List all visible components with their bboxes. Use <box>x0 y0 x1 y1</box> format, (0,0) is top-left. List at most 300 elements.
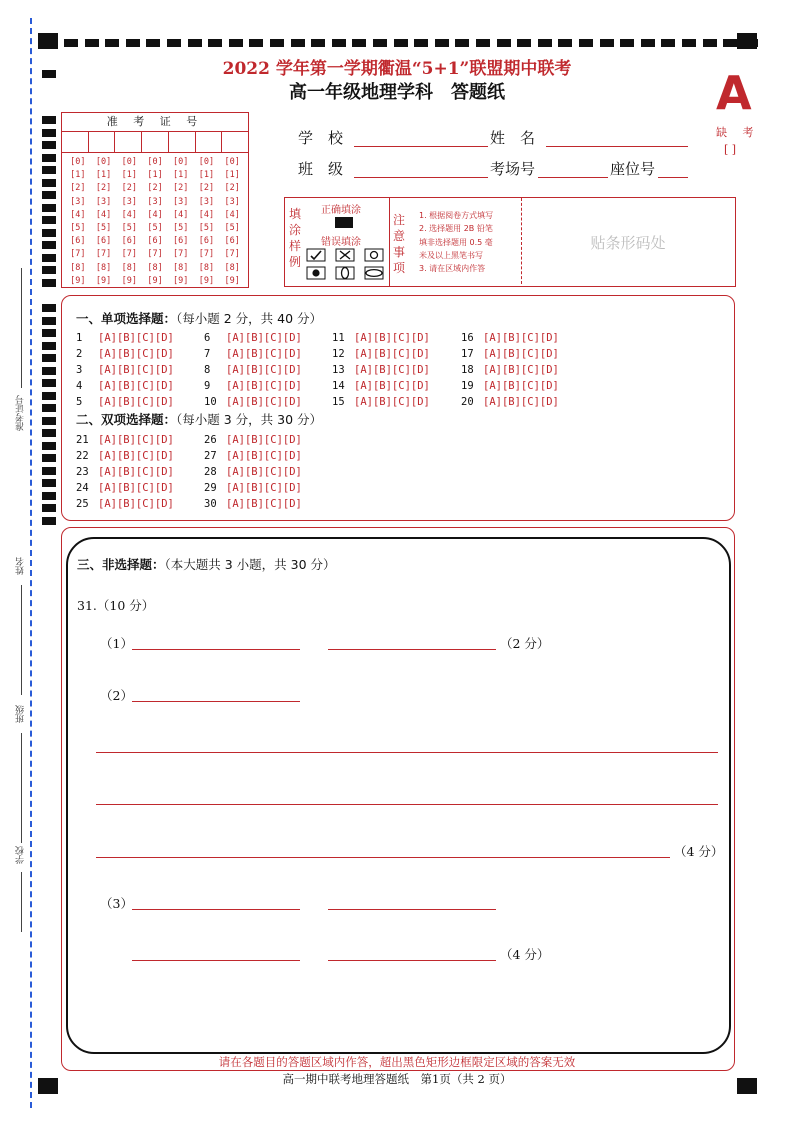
fill-example-label: 填涂样例 <box>289 207 302 269</box>
answer-options[interactable]: [A][B][C][D] <box>226 482 302 494</box>
id-digit-bubble[interactable]: [5] <box>95 223 112 234</box>
id-digit-bubble[interactable]: [3] <box>198 196 215 207</box>
question-number: 3 <box>76 364 83 376</box>
class-label: 班 级 <box>298 160 344 178</box>
timing-mark <box>42 367 56 375</box>
question-row[interactable] <box>332 332 430 344</box>
timing-mark <box>85 39 99 47</box>
question-row[interactable] <box>76 332 174 344</box>
question-number: 19 <box>461 380 474 392</box>
answer-options[interactable]: [A][B][C][D] <box>98 364 174 376</box>
answer-options[interactable]: [A][B][C][D] <box>226 498 302 510</box>
id-digit-bubble[interactable]: [4] <box>70 209 86 220</box>
id-digit-bubble[interactable]: [4] <box>173 209 189 220</box>
page-footer: 高一期中联考地理答题纸 第1页（共 2 页） <box>282 1072 512 1086</box>
room-label: 考场号 <box>490 160 536 178</box>
id-digit-bubble[interactable]: [9] <box>121 275 137 286</box>
timing-mark <box>42 379 56 387</box>
id-digit-bubble[interactable]: [0] <box>198 157 215 167</box>
answer-options[interactable]: [A][B][C][D] <box>354 332 430 344</box>
question-number: 11 <box>332 332 345 344</box>
section3-desc: （本大题共 3 小题，共 30 分） <box>164 557 336 572</box>
q31-p1-line2[interactable] <box>328 649 496 650</box>
question-row[interactable] <box>204 380 302 392</box>
section2-title: 二、双项选择题： <box>76 412 177 427</box>
id-digit-bubble[interactable]: [8] <box>70 262 86 273</box>
timing-mark <box>42 429 56 437</box>
answer-options[interactable]: [A][B][C][D] <box>98 482 174 494</box>
side-label-name: 姓名 <box>16 557 26 575</box>
question-number: 24 <box>76 482 89 494</box>
timing-mark <box>42 329 56 337</box>
side-line-id <box>21 268 22 388</box>
id-digit-bubble[interactable]: [1] <box>224 170 240 181</box>
question-number: 17 <box>461 348 474 360</box>
id-digit-bubble[interactable]: [3] <box>147 196 163 207</box>
id-digit-bubble[interactable]: [9] <box>70 275 86 286</box>
id-digit-bubble[interactable]: [8] <box>121 262 137 273</box>
question-number: 16 <box>461 332 474 344</box>
q31-p3-line3[interactable] <box>132 960 300 961</box>
timing-mark <box>373 39 387 47</box>
id-digit-bubble[interactable]: [2] <box>95 183 112 194</box>
side-label-school: 学校 <box>16 846 26 864</box>
id-digit-bubble[interactable]: [1] <box>121 170 137 181</box>
answer-options[interactable]: [A][B][C][D] <box>98 450 174 462</box>
q31-p2-line4[interactable] <box>96 857 670 858</box>
timing-mark <box>291 39 305 47</box>
id-digit-bubble[interactable]: [9] <box>198 275 215 286</box>
id-digit-bubble[interactable]: [7] <box>224 249 240 260</box>
id-digit-bubble[interactable]: [8] <box>224 262 240 273</box>
exam-id-digit-column[interactable] <box>219 156 245 288</box>
notes-list <box>419 209 493 275</box>
question-row[interactable] <box>76 380 174 392</box>
note-line: 3. 请在区域内作答 <box>419 264 486 274</box>
question-row[interactable] <box>204 498 302 510</box>
question-row[interactable] <box>204 364 302 376</box>
id-digit-bubble[interactable]: [2] <box>198 183 215 194</box>
top-timing-bar <box>38 36 758 50</box>
q31-p3-line2[interactable] <box>328 909 496 910</box>
timing-mark <box>42 467 56 475</box>
id-digit-bubble[interactable]: [3] <box>95 196 112 207</box>
question-number: 29 <box>204 482 217 494</box>
fill-example-box <box>284 197 736 287</box>
note-line: 填非选择题用 0.5 毫 <box>419 237 493 247</box>
answer-options[interactable]: [A][B][C][D] <box>226 364 302 376</box>
paper-type-letter: A <box>716 66 752 120</box>
timing-mark <box>723 39 737 47</box>
answer-options[interactable]: [A][B][C][D] <box>226 348 302 360</box>
section1-heading <box>76 309 322 327</box>
timing-mark <box>208 39 222 47</box>
timing-mark <box>332 39 346 47</box>
absent-checkbox[interactable]: [ ] <box>724 143 737 156</box>
id-digit-bubble[interactable]: [6] <box>198 236 215 247</box>
question-row[interactable] <box>461 380 559 392</box>
seat-field[interactable] <box>658 177 688 178</box>
timing-mark <box>188 39 202 47</box>
q31-part3-score: （4 分） <box>500 947 550 962</box>
exam-id-digit-column[interactable] <box>168 156 194 288</box>
answer-options[interactable]: [A][B][C][D] <box>483 380 559 392</box>
exam-id-digit-column[interactable] <box>194 156 220 288</box>
id-digit-bubble[interactable]: [6] <box>173 236 189 247</box>
id-digit-bubble[interactable]: [0] <box>121 157 137 167</box>
question-row[interactable] <box>461 348 559 360</box>
id-digit-bubble[interactable]: [7] <box>121 249 137 260</box>
id-digit-bubble[interactable]: [2] <box>224 183 240 194</box>
divider <box>389 198 390 286</box>
timing-mark <box>42 204 56 212</box>
id-digit-bubble[interactable]: [9] <box>173 275 189 286</box>
timing-mark <box>105 39 119 47</box>
timing-mark <box>229 39 243 47</box>
question-number: 9 <box>204 380 211 392</box>
question-number: 22 <box>76 450 89 462</box>
question-number: 15 <box>332 396 345 408</box>
timing-mark <box>42 166 56 174</box>
sheet-title: 高一年级地理学科 答题纸 <box>289 82 505 103</box>
q31-p2-line3[interactable] <box>96 804 718 805</box>
question-row[interactable] <box>332 396 430 408</box>
school-field[interactable] <box>354 146 488 147</box>
question-row[interactable] <box>204 482 302 494</box>
notes-label: 注意事项 <box>393 213 406 275</box>
timing-mark <box>42 492 56 500</box>
question-number: 21 <box>76 434 89 446</box>
id-digit-bubble[interactable]: [5] <box>224 223 240 234</box>
id-digit-bubble[interactable]: [6] <box>224 236 240 247</box>
id-digit-bubble[interactable]: [7] <box>173 249 189 260</box>
id-digit-bubble[interactable]: [9] <box>95 275 112 286</box>
note-line: 1. 根据阅卷方式填写 <box>419 211 494 220</box>
id-digit-bubble[interactable]: [8] <box>95 262 112 273</box>
id-digit-bubble[interactable]: [4] <box>198 209 215 220</box>
timing-mark <box>42 179 56 187</box>
timing-mark <box>579 39 593 47</box>
question-row[interactable] <box>332 364 430 376</box>
room-field[interactable] <box>538 177 608 178</box>
id-digit-bubble[interactable]: [2] <box>70 183 86 194</box>
question-number: 10 <box>204 396 217 408</box>
timing-mark <box>42 216 56 224</box>
question-row[interactable] <box>204 450 302 462</box>
question-number: 20 <box>461 396 474 408</box>
answer-options[interactable]: [A][B][C][D] <box>98 434 174 446</box>
answer-options[interactable]: [A][B][C][D] <box>98 332 174 344</box>
corner-mark-tr <box>737 33 757 49</box>
id-digit-bubble[interactable]: [6] <box>95 236 112 247</box>
section2-desc: （每小题 3 分，共 30 分） <box>176 412 323 427</box>
section1-desc: （每小题 2 分，共 40 分） <box>176 311 323 326</box>
question-number: 18 <box>461 364 474 376</box>
question-row[interactable] <box>76 466 174 478</box>
question-row[interactable] <box>204 332 302 344</box>
answer-options[interactable]: [A][B][C][D] <box>226 450 302 462</box>
timing-mark <box>435 39 449 47</box>
seat-label: 座位号 <box>610 160 656 178</box>
question-number: 8 <box>204 364 211 376</box>
timing-mark <box>42 154 56 162</box>
timing-mark <box>42 266 56 274</box>
timing-mark <box>42 417 56 425</box>
wrong-fill-label: 错误填涂 <box>321 237 361 248</box>
answer-options[interactable]: [A][B][C][D] <box>226 434 302 446</box>
timing-mark <box>42 454 56 462</box>
answer-options[interactable]: [A][B][C][D] <box>483 332 559 344</box>
id-digit-bubble[interactable]: [7] <box>147 249 163 260</box>
id-digit-bubble[interactable]: [6] <box>147 236 163 247</box>
answer-options[interactable]: [A][B][C][D] <box>98 466 174 478</box>
id-digit-bubble[interactable]: [3] <box>70 196 86 207</box>
question-number: 30 <box>204 498 217 510</box>
binding-cut-line <box>30 18 32 1108</box>
exam-id-title: 准 考 证 号 <box>62 113 248 132</box>
id-digit-bubble[interactable]: [8] <box>147 262 163 273</box>
question-31: 31.（10 分） <box>77 598 155 613</box>
timing-mark <box>167 39 181 47</box>
timing-mark <box>42 304 56 312</box>
question-row[interactable] <box>76 396 174 408</box>
exam-id-bubble-grid[interactable] <box>62 153 248 288</box>
exam-id-digit-column[interactable] <box>142 156 168 288</box>
section2-heading <box>76 410 322 428</box>
answer-options[interactable]: [A][B][C][D] <box>226 380 302 392</box>
note-line: 2. 选择题用 2B 铅笔 <box>419 224 493 234</box>
question-row[interactable] <box>332 380 430 392</box>
answer-options[interactable]: [A][B][C][D] <box>354 364 430 376</box>
id-digit-bubble[interactable]: [4] <box>95 209 112 220</box>
question-row[interactable] <box>76 498 174 510</box>
answer-options[interactable]: [A][B][C][D] <box>483 396 559 408</box>
question-row[interactable] <box>204 348 302 360</box>
id-digit-bubble[interactable]: [5] <box>70 223 86 234</box>
question-row[interactable] <box>204 396 302 408</box>
question-number: 1 <box>76 332 83 344</box>
id-digit-bubble[interactable]: [6] <box>70 236 86 247</box>
exam-id-digit-column[interactable] <box>91 156 117 288</box>
q31-part1-score: （2 分） <box>500 636 550 651</box>
correct-fill-label: 正确填涂 <box>321 205 361 216</box>
answer-options[interactable]: [A][B][C][D] <box>226 466 302 478</box>
question-number: 5 <box>76 396 83 408</box>
id-digit-bubble[interactable]: [2] <box>173 183 189 194</box>
id-digit-bubble[interactable]: [1] <box>147 170 163 181</box>
timing-mark <box>42 442 56 450</box>
id-digit-bubble[interactable]: [4] <box>224 209 240 220</box>
name-label: 姓 名 <box>490 129 536 147</box>
question-number: 12 <box>332 348 345 360</box>
exam-id-digit-column[interactable] <box>65 156 91 288</box>
id-digit-bubble[interactable]: [0] <box>95 157 112 167</box>
question-number: 23 <box>76 466 89 478</box>
timing-mark <box>42 479 56 487</box>
id-digit-bubble[interactable]: [0] <box>173 157 189 167</box>
section3-heading <box>77 555 336 573</box>
question-number: 6 <box>204 332 211 344</box>
absent-label: 缺 考 <box>716 126 760 139</box>
id-digit-bubble[interactable]: [0] <box>70 157 86 167</box>
exam-id-box <box>61 112 249 288</box>
id-digit-bubble[interactable]: [9] <box>224 275 240 286</box>
id-digit-bubble[interactable]: [1] <box>198 170 215 181</box>
school-label: 学 校 <box>298 129 344 147</box>
timing-mark <box>42 191 56 199</box>
timing-mark <box>42 404 56 412</box>
answer-options[interactable]: [A][B][C][D] <box>98 380 174 392</box>
question-number: 26 <box>204 434 217 446</box>
id-digit-bubble[interactable]: [6] <box>121 236 137 247</box>
id-digit-bubble[interactable]: [0] <box>224 157 240 167</box>
timing-mark <box>42 317 56 325</box>
timing-mark <box>42 279 56 287</box>
note-line: 米及以上黑笔书写 <box>419 250 483 260</box>
timing-mark <box>641 39 655 47</box>
id-digit-bubble[interactable]: [5] <box>121 223 137 234</box>
question-row[interactable] <box>461 396 559 408</box>
question-row[interactable] <box>76 434 174 446</box>
id-digit-bubble[interactable]: [9] <box>147 275 163 286</box>
id-digit-bubble[interactable]: [8] <box>198 262 215 273</box>
answer-options[interactable]: [A][B][C][D] <box>226 396 302 408</box>
answer-options[interactable]: [A][B][C][D] <box>98 498 174 510</box>
timing-mark <box>42 229 56 237</box>
correct-fill-sample <box>335 217 353 228</box>
timing-mark <box>64 39 78 47</box>
exam-id-digit-column[interactable] <box>116 156 142 288</box>
question-number: 25 <box>76 498 89 510</box>
side-label-id: 准考证号 <box>16 395 26 431</box>
id-digit-bubble[interactable]: [1] <box>173 170 189 181</box>
id-digit-bubble[interactable]: [3] <box>121 196 137 207</box>
timing-mark <box>42 116 56 124</box>
q31-part3-label: （3） <box>100 896 133 911</box>
timing-mark <box>42 392 56 400</box>
timing-mark <box>455 39 469 47</box>
timing-mark <box>311 39 325 47</box>
answer-options[interactable]: [A][B][C][D] <box>354 380 430 392</box>
timing-mark <box>42 504 56 512</box>
question-row[interactable] <box>76 450 174 462</box>
question-row[interactable] <box>204 466 302 478</box>
id-digit-bubble[interactable]: [7] <box>198 249 215 260</box>
question-row[interactable] <box>76 364 174 376</box>
id-digit-bubble[interactable]: [2] <box>147 183 163 194</box>
answer-options[interactable]: [A][B][C][D] <box>98 396 174 408</box>
timing-mark <box>600 39 614 47</box>
answer-options[interactable]: [A][B][C][D] <box>226 332 302 344</box>
id-digit-bubble[interactable]: [4] <box>121 209 137 220</box>
exam-id-write-cells[interactable] <box>62 132 248 153</box>
q31-part2-label: （2） <box>100 688 133 703</box>
id-digit-bubble[interactable]: [8] <box>173 262 189 273</box>
question-number: 28 <box>204 466 217 478</box>
timing-mark <box>146 39 160 47</box>
timing-mark <box>42 517 56 525</box>
q31-part2-score: （4 分） <box>674 844 724 859</box>
q31-p2-line2[interactable] <box>96 752 718 753</box>
q31-p3-line1[interactable] <box>132 909 300 910</box>
timing-mark <box>270 39 284 47</box>
timing-mark <box>42 141 56 149</box>
timing-mark <box>558 39 572 47</box>
barcode-area[interactable] <box>521 198 734 284</box>
corner-mark-tl <box>38 33 58 49</box>
answer-options[interactable]: [A][B][C][D] <box>98 348 174 360</box>
timing-mark <box>42 129 56 137</box>
timing-mark <box>661 39 675 47</box>
free-response-frame[interactable] <box>66 537 731 1054</box>
question-row[interactable] <box>204 434 302 446</box>
timing-mark <box>126 39 140 47</box>
side-line-school <box>21 872 22 932</box>
id-digit-bubble[interactable]: [7] <box>95 249 112 260</box>
timing-mark <box>352 39 366 47</box>
question-number: 2 <box>76 348 83 360</box>
question-row[interactable] <box>461 364 559 376</box>
q31-p1-line1[interactable] <box>132 649 300 650</box>
id-digit-bubble[interactable]: [5] <box>198 223 215 234</box>
class-field[interactable] <box>354 177 488 178</box>
id-digit-bubble[interactable]: [1] <box>95 170 112 181</box>
id-digit-bubble[interactable]: [0] <box>147 157 163 167</box>
barcode-label: 贴条形码处 <box>590 234 666 252</box>
id-digit-bubble[interactable]: [7] <box>70 249 86 260</box>
id-digit-bubble[interactable]: [5] <box>173 223 189 234</box>
question-row[interactable] <box>76 482 174 494</box>
timing-mark <box>42 241 56 249</box>
question-number: 14 <box>332 380 345 392</box>
question-number: 7 <box>204 348 211 360</box>
q31-part1-label: （1） <box>100 636 133 651</box>
question-row[interactable] <box>461 332 559 344</box>
wrong-fill-samples <box>305 248 387 282</box>
timing-mark <box>394 39 408 47</box>
question-row[interactable] <box>76 348 174 360</box>
timing-mark <box>414 39 428 47</box>
q31-p3-line4[interactable] <box>328 960 496 961</box>
answer-options[interactable]: [A][B][C][D] <box>483 364 559 376</box>
side-line-name <box>21 585 22 695</box>
id-digit-bubble[interactable]: [5] <box>147 223 163 234</box>
timing-mark <box>42 254 56 262</box>
id-digit-bubble[interactable]: [3] <box>224 196 240 207</box>
q31-p2-line1[interactable] <box>132 701 300 702</box>
side-line-class <box>21 733 22 843</box>
timing-mark <box>476 39 490 47</box>
id-digit-bubble[interactable]: [2] <box>121 183 137 194</box>
name-field[interactable] <box>546 146 688 147</box>
answer-options[interactable]: [A][B][C][D] <box>354 396 430 408</box>
answer-options[interactable]: [A][B][C][D] <box>354 348 430 360</box>
id-digit-bubble[interactable]: [4] <box>147 209 163 220</box>
question-number: 27 <box>204 450 217 462</box>
answer-options[interactable]: [A][B][C][D] <box>483 348 559 360</box>
id-digit-bubble[interactable]: [3] <box>173 196 189 207</box>
timing-mark <box>517 39 531 47</box>
timing-mark <box>682 39 696 47</box>
timing-mark <box>249 39 263 47</box>
id-digit-bubble[interactable]: [1] <box>70 170 86 181</box>
timing-mark <box>538 39 552 47</box>
timing-mark <box>620 39 634 47</box>
question-number: 13 <box>332 364 345 376</box>
question-row[interactable] <box>332 348 430 360</box>
exam-title: 2022 学年第一学期衢温“5+1”联盟期中联考 <box>222 59 572 79</box>
section3-title: 三、非选择题： <box>77 557 165 572</box>
